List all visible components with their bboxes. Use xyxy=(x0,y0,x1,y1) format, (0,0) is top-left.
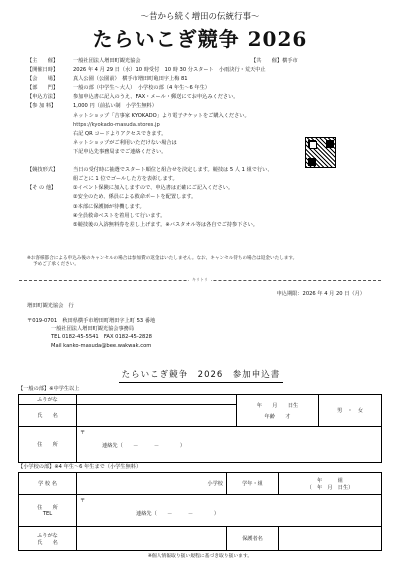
info-label: 【参 加 料】 xyxy=(27,103,57,110)
grade-value: 年 組 xyxy=(317,477,343,484)
info-value: ネットショップ「吉事家 KYOKADO」より電子チケットをご購入ください。 xyxy=(73,112,250,119)
grade-label: 学年・組 xyxy=(227,473,279,495)
cut-label: キリトリ xyxy=(189,277,211,283)
info-value: 右記 QR コードよりアクセスできます。 xyxy=(73,130,167,137)
info-value: 一般社団法人増田町観光協会 xyxy=(73,58,141,64)
flyer-page xyxy=(9,4,391,564)
event-title: たらいこぎ競争 2026 xyxy=(92,27,308,51)
info-label: 【会 場】 xyxy=(27,76,59,83)
birthdate-field: 年 月 日生 xyxy=(256,402,299,409)
note-line: ※お客様都合による申込み後のキャンセルの場合は参加費の返金はいたしません。なお、キャンセル待ちの場合は返金いたします。 xyxy=(27,256,298,261)
info-value: 2026 年 4 月 29 日（水）10 時受付 10 時 30 分スタート 小雨決行・荒天中止 xyxy=(73,67,266,74)
postal-mark: 〒 xyxy=(80,430,86,436)
name-label: 氏 名 xyxy=(19,405,77,427)
info-value: 組ごとに 1 位でゴールした方を表彰します。 xyxy=(73,176,178,183)
furigana-field[interactable] xyxy=(77,395,237,405)
school-address-field[interactable] xyxy=(77,495,382,527)
school-address-text: 住 所 xyxy=(37,505,58,511)
info-label: 【申込方法】 xyxy=(27,94,59,101)
school-name-label: 学 校 名 xyxy=(19,473,77,495)
gender-select[interactable]: 男 ・ 女 xyxy=(319,395,382,427)
info-label: 【部 門】 xyxy=(27,85,59,92)
info-value: 一般の部（中学生〜大人） 小学校の部（4 年生〜6 年生） xyxy=(73,85,210,92)
office-address xyxy=(27,317,155,350)
info-value-cohost: 【共 催】横手市 xyxy=(251,58,298,64)
birth-age-cell[interactable] xyxy=(237,395,319,427)
guardian-label: 保護者名 xyxy=(227,527,279,551)
name-field[interactable] xyxy=(77,405,237,427)
info-value: 参加申込書に記入のうえ、FAX・メール・郵送にてお申込みください。 xyxy=(73,94,239,101)
info-row xyxy=(27,184,387,193)
info-value: ③本部に保護師が待機します。 xyxy=(73,203,145,210)
info-row xyxy=(27,175,387,184)
info-label: 【主 催】 xyxy=(27,58,59,64)
school-address-label xyxy=(19,495,77,527)
school-contact-field: 連絡先（ － － ） xyxy=(136,511,220,517)
child-name-text: 氏 名 xyxy=(37,539,58,546)
general-section-heading: 【一般の部】※中学生以上 xyxy=(18,386,80,392)
event-subtitle: 〜昔から続く増田の伝統行事〜 xyxy=(140,12,260,22)
info-value: 真人公園（公園前） 横手市増田町亀田字上梅 81 xyxy=(73,76,188,83)
form-title: たらいこぎ競争 2026 参加申込書 xyxy=(119,368,283,383)
deadline: 申込期限：2026 年 4 月 20 日（月） xyxy=(276,291,365,297)
guardian-field[interactable] xyxy=(279,527,382,551)
info-label: 【開催日時】 xyxy=(27,67,59,74)
info-value: 1,000 円（前払い制 小学生無料） xyxy=(73,103,157,110)
child-furigana-text: ふりがな xyxy=(37,532,58,539)
cancel-notes xyxy=(27,256,387,268)
info-row xyxy=(27,212,387,221)
note-line: 予めご了承ください。 xyxy=(33,262,79,268)
office-name: 一般社団法人増田町観光協会事務局 xyxy=(51,326,135,333)
info-value: 当日の受付時に抽選でスタート順位と組合せを決定します。競技は 5 人 1 組で行い、 xyxy=(73,167,273,174)
info-value: ①イベント保険に加入しますので、申込書は正確にご記入ください。 xyxy=(73,185,234,192)
school-tel-text: TEL xyxy=(42,511,53,517)
furigana-label: ふりがな xyxy=(19,395,77,405)
info-label: 【そ の 他】 xyxy=(27,185,57,192)
info-row xyxy=(27,66,387,75)
recipient: 増田町観光協会 行 xyxy=(27,303,74,309)
cut-line xyxy=(19,277,381,282)
info-value: ネットショップがご利用いただけない場合は xyxy=(73,139,177,146)
privacy-note: ※個人情報取り扱い規程に基づき取り扱います。 xyxy=(147,554,253,559)
qr-code-icon[interactable] xyxy=(305,137,336,168)
school-form-table xyxy=(18,472,382,551)
shop-url-link[interactable]: https://kyokado-masuda.stores.jp xyxy=(73,121,160,128)
general-form-table xyxy=(18,394,382,463)
info-value: 下記申込先事務局までご連絡ください。 xyxy=(73,148,167,155)
info-row xyxy=(27,203,387,212)
school-postal-mark: 〒 xyxy=(80,498,86,504)
office-mail[interactable]: Mail kanko-masuda@bee.wakwak.com xyxy=(51,342,152,349)
office-tel-fax: TEL 0182-45-5541 FAX 0182-45-2828 xyxy=(51,334,152,341)
info-row xyxy=(27,102,387,111)
info-row xyxy=(27,121,387,130)
child-name-label xyxy=(19,527,77,551)
age-field: 年齢 才 xyxy=(264,413,291,420)
address-field[interactable] xyxy=(77,427,382,463)
info-row xyxy=(27,57,387,66)
address-label: 住 所 xyxy=(19,427,77,463)
info-row xyxy=(27,193,387,202)
info-row xyxy=(27,84,387,93)
postal-address: 〒019-0701 秋田県横手市増田町増田字上町 53 番地 xyxy=(27,318,156,324)
child-name-field[interactable] xyxy=(77,527,227,551)
school-name-field[interactable]: 小学校 xyxy=(77,473,227,495)
info-row xyxy=(27,93,387,102)
school-section-heading: 【小学校の部】※4 年生〜6 年生まで（小学生無料） xyxy=(18,464,142,470)
info-row xyxy=(27,112,387,121)
birth-value: （ 年 月 日生） xyxy=(306,484,354,491)
info-label: 【競技形式】 xyxy=(27,167,59,174)
info-row xyxy=(27,75,387,84)
info-value: ②安全のため、係員による救命ボートを配置します。 xyxy=(73,194,197,201)
info-value: ⑤競技後の入浴無料券を差し上げます。※バスタオル等は各自でご持参下さい。 xyxy=(73,221,258,228)
info-value: ④全員救命ベストを着用して行います。 xyxy=(73,212,166,219)
contact-field: 連絡先（ － － ） xyxy=(102,443,186,449)
grade-field[interactable] xyxy=(279,473,382,495)
info-row xyxy=(27,221,387,230)
